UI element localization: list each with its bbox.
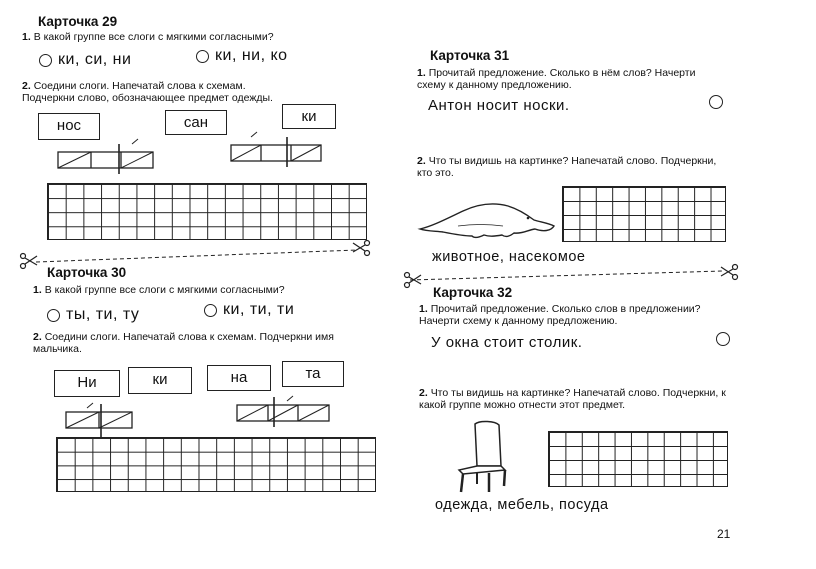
question-text: Что ты видишь на картинке? Напечатай слово. Подчеркни, к какой группе можно отнести этот предмет.: [419, 387, 726, 411]
card29-option2[interactable]: [196, 47, 288, 65]
writing-grid[interactable]: [548, 431, 728, 487]
card30-question1: [33, 284, 393, 296]
scissors-icon: [404, 272, 422, 288]
question-text: Соедини слоги. Напечатай слова к схемам. Подчеркни имя мальчика.: [33, 331, 334, 355]
card31-question1: [417, 67, 727, 91]
answer-circle[interactable]: [39, 54, 52, 67]
answer-circle[interactable]: [709, 95, 723, 109]
card30-question2: [33, 331, 378, 355]
word-scheme: [231, 135, 331, 175]
card30-option2[interactable]: [204, 301, 294, 319]
question-text: В какой группе все слоги с мягкими согласными?: [44, 284, 285, 296]
question-number: 2.: [417, 155, 426, 167]
card29-question2: [22, 80, 282, 104]
card31-answer-options: животное, насекомое: [432, 249, 586, 265]
question-number: 1.: [419, 303, 428, 315]
question-number: 1.: [22, 31, 31, 43]
writing-grid[interactable]: [56, 437, 376, 492]
word-scheme: [66, 400, 156, 442]
question-number: 2.: [419, 387, 428, 399]
syllable-card[interactable]: Ни: [54, 370, 120, 397]
answer-circle[interactable]: [716, 332, 730, 346]
question-text: Прочитай предложение. Сколько слов в предложении? Начерти схему к данному предложению.: [419, 303, 701, 327]
card32-question2: [419, 387, 734, 411]
card32-sentence: У окна стоит столик.: [431, 334, 583, 351]
word-scheme: [237, 393, 337, 435]
card30-option1[interactable]: [47, 306, 139, 324]
option-text: ки, ти, ти: [223, 301, 295, 318]
answer-circle[interactable]: [196, 50, 209, 63]
question-text: Прочитай предложение. Сколько в нём слов? Начерти схему к данному предложению.: [417, 67, 696, 91]
option-text: ки, си, ни: [58, 51, 132, 68]
scissors-icon: [720, 264, 738, 280]
question-number: 1.: [33, 284, 42, 296]
word-scheme: [58, 142, 158, 182]
syllable-card[interactable]: сан: [165, 110, 227, 135]
card31-sentence: Антон носит носки.: [428, 97, 570, 114]
chair-picture: [455, 418, 515, 496]
scissors-icon: [352, 240, 370, 256]
writing-grid[interactable]: [562, 186, 726, 242]
platypus-picture: [418, 196, 558, 241]
answer-circle[interactable]: [47, 309, 60, 322]
scissors-icon: [20, 253, 38, 269]
syllable-card[interactable]: та: [282, 361, 344, 387]
answer-circle[interactable]: [204, 304, 217, 317]
cut-line: [405, 262, 740, 287]
card29-question1: [22, 31, 402, 43]
option-text: ки, ни, ко: [215, 47, 288, 64]
question-text: Что ты видишь на картинке? Напечатай слово. Подчеркни, кто это.: [417, 155, 717, 179]
page-number: 21: [717, 527, 731, 541]
card32-answer-options: одежда, мебель, посуда: [435, 497, 609, 513]
question-number: 2.: [33, 331, 42, 343]
question-text: Соедини слоги. Напечатай слова к схемам. Подчеркни слово, обозначающее предмет одежды.: [22, 80, 273, 104]
card32-title: Карточка 32: [433, 285, 513, 300]
card30-title: Карточка 30: [47, 265, 127, 280]
option-text: ты, ти, ту: [66, 306, 140, 323]
syllable-card[interactable]: нос: [38, 113, 100, 140]
question-number: 1.: [417, 67, 426, 79]
card29-title: Карточка 29: [38, 14, 118, 29]
writing-grid[interactable]: [47, 183, 367, 240]
card31-question2: [417, 155, 727, 179]
question-text: В какой группе все слоги с мягкими согласными?: [33, 31, 274, 43]
syllable-card[interactable]: ки: [128, 367, 192, 394]
question-number: 2.: [22, 80, 31, 92]
syllable-card[interactable]: ки: [282, 104, 336, 129]
card32-question1: [419, 303, 734, 327]
card29-option1[interactable]: [39, 51, 131, 69]
syllable-card[interactable]: на: [207, 365, 271, 391]
card31-title: Карточка 31: [430, 48, 510, 63]
